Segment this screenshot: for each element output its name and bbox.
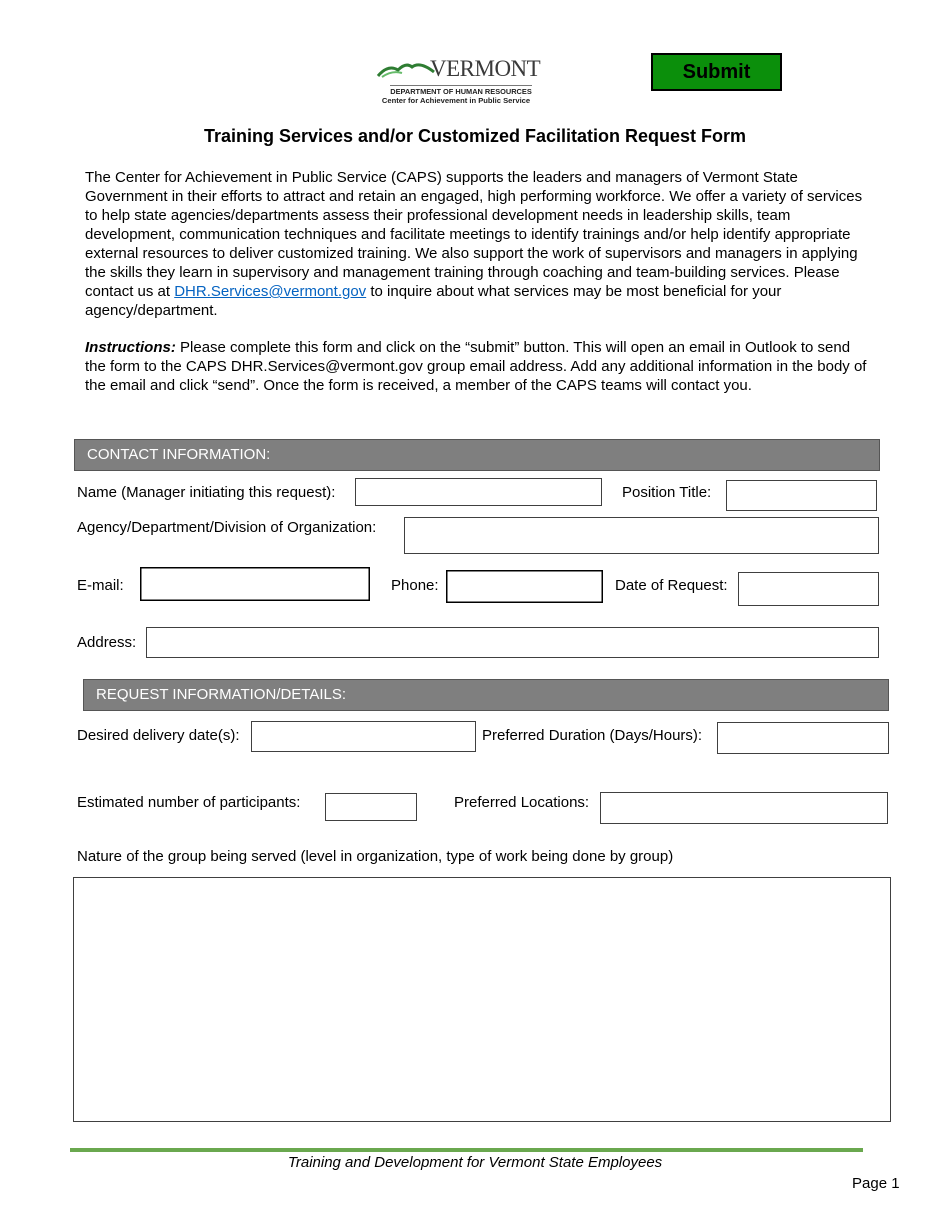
request-section-header: REQUEST INFORMATION/DETAILS: bbox=[83, 679, 889, 711]
agency-label: Agency/Department/Division of Organization: bbox=[77, 519, 377, 536]
locations-label: Preferred Locations: bbox=[454, 794, 590, 811]
phone-label: Phone: bbox=[391, 577, 439, 594]
logo-wordmark: VERMONT bbox=[430, 56, 541, 81]
participants-input[interactable] bbox=[325, 793, 417, 821]
contact-section-header: CONTACT INFORMATION: bbox=[74, 439, 880, 471]
date-of-request-label: Date of Request: bbox=[615, 577, 728, 594]
position-title-label: Position Title: bbox=[622, 484, 712, 501]
submit-button[interactable]: Submit bbox=[651, 53, 782, 91]
footer-divider bbox=[70, 1148, 863, 1152]
nature-label: Nature of the group being served (level in organization, type of work being done by group) bbox=[77, 848, 674, 865]
page-number: Page 1 bbox=[852, 1175, 900, 1192]
mountain-logo-icon bbox=[376, 58, 436, 80]
phone-input[interactable] bbox=[446, 570, 603, 603]
delivery-date-label: Desired delivery date(s): bbox=[77, 727, 240, 744]
instructions-label: Instructions: bbox=[85, 339, 176, 356]
position-title-input[interactable] bbox=[726, 480, 877, 511]
delivery-date-input[interactable] bbox=[251, 721, 476, 752]
address-label: Address: bbox=[77, 634, 137, 651]
duration-label: Preferred Duration (Days/Hours): bbox=[482, 727, 703, 744]
name-label: Name (Manager initiating this request): bbox=[77, 484, 336, 501]
instructions-paragraph bbox=[85, 338, 870, 395]
vermont-logo bbox=[376, 56, 541, 108]
date-of-request-input[interactable] bbox=[738, 572, 879, 606]
address-input[interactable] bbox=[146, 627, 879, 658]
agency-input[interactable] bbox=[404, 517, 879, 554]
intro-text-end: to inquire about what services may be most beneficial for your agency/department. bbox=[85, 283, 782, 319]
footer-tagline: Training and Development for Vermont State Employees bbox=[287, 1154, 663, 1171]
email-input[interactable] bbox=[140, 567, 370, 601]
form-title: Training Services and/or Customized Facilitation Request Form bbox=[203, 126, 747, 146]
logo-department: DEPARTMENT OF HUMAN RESOURCES bbox=[390, 87, 532, 96]
instructions-text: Please complete this form and click on the “submit” button. This will open an email in Outlook to send the form to the CAPS DHR.Services@vermont.gov group email address. Add any additional information in the body of the email and click “send”. Once the form is received, a member of the CAPS teams will contact you. bbox=[85, 339, 867, 394]
participants-label: Estimated number of participants: bbox=[77, 794, 301, 811]
intro-text: The Center for Achievement in Public Service (CAPS) supports the leaders and managers of Vermont State Government in their efforts to attract and retain an engaged, high performing workforce. We offer a variety of services to help state agencies/departments assess their professional development needs in leadership skills, team development, communication techniques and facilitate meetings to identify trainings and/or help identify appropriate external resources to deliver customized training. We also support the work of supervisors and managers in applying the skills they learn in supervisory and management training through coaching and team-building services. Please contact us at bbox=[85, 169, 863, 300]
email-label: E-mail: bbox=[77, 577, 124, 594]
intro-paragraph bbox=[85, 168, 870, 320]
nature-textarea[interactable] bbox=[73, 877, 891, 1122]
logo-center: Center for Achievement in Public Service bbox=[381, 96, 531, 105]
duration-input[interactable] bbox=[717, 722, 889, 754]
email-link[interactable]: DHR.Services@vermont.gov bbox=[174, 283, 367, 300]
name-input[interactable] bbox=[355, 478, 602, 506]
locations-input[interactable] bbox=[600, 792, 888, 824]
